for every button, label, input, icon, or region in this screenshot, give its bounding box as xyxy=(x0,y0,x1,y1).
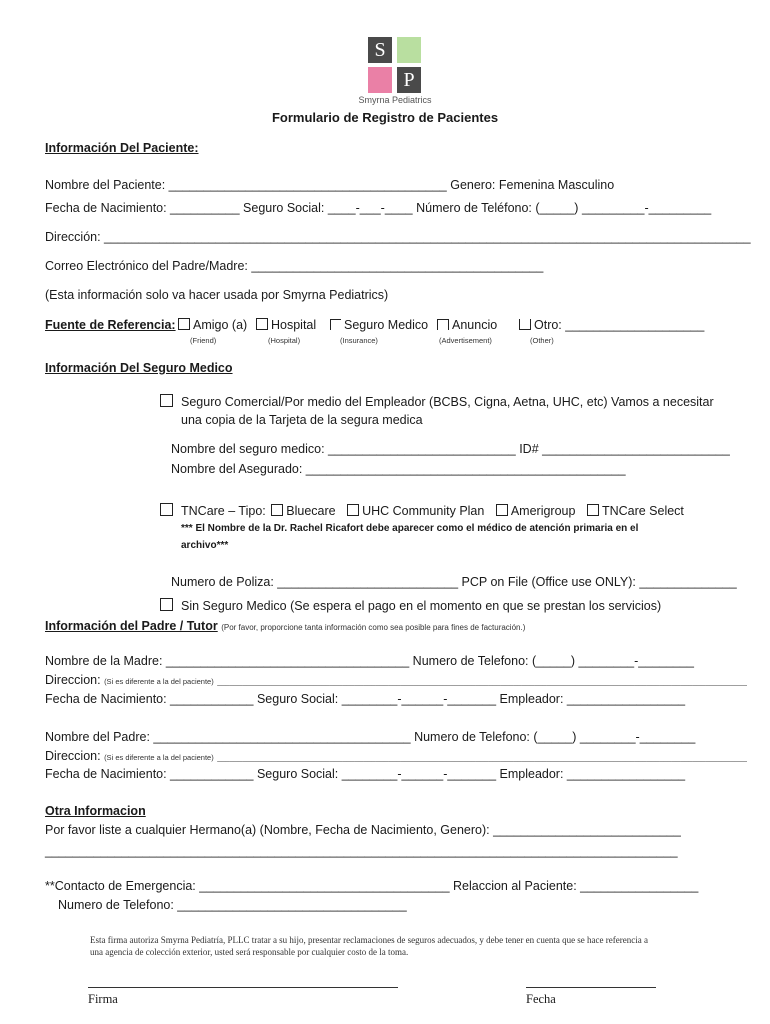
siblings-line-cont[interactable]: ___________________________________________________________________________________________ xyxy=(45,844,678,858)
mother-name-phone-line[interactable]: Nombre de la Madre: ___________________________________ Numero de Telefono: (_____) ________-________ xyxy=(45,654,694,668)
guardian-heading-row xyxy=(45,619,525,633)
checkbox[interactable] xyxy=(437,319,449,330)
emergency-contact-line[interactable]: **Contacto de Emergencia: ____________________________________ Relaccion al Paciente: _________________ xyxy=(45,879,699,893)
referral-label: Fuente de Referencia: xyxy=(45,318,176,332)
checkbox[interactable] xyxy=(256,318,268,330)
date-line[interactable] xyxy=(526,987,656,988)
commercial-insurance-cont: una copia de la Tarjeta de la segura medica xyxy=(181,413,423,427)
patient-dob-ssn-phone-line[interactable]: Fecha de Nacimiento: __________ Seguro Social: ____-___-____ Número de Teléfono: (_____) _________-_________ xyxy=(45,201,712,215)
father-name-phone-line[interactable]: Nombre del Padre: _____________________________________ Numero de Telefono: (_____) ________-________ xyxy=(45,730,696,744)
address-blank[interactable]: _______________________________________________________________________________________________________________________________ xyxy=(217,677,747,686)
patient-name-line[interactable]: Nombre del Paciente: ________________________________________ Genero: Femenina Masculino xyxy=(45,178,615,192)
insurance-heading: Información Del Seguro Medico xyxy=(45,361,233,375)
checkbox[interactable] xyxy=(347,504,359,516)
guardian-heading-note: (Por favor, proporcione tanta información como sea posible para fines de facturación.) xyxy=(221,623,526,632)
consent-text-line2: una agencia de colección exterior, usted será responsable por cualquier costo de la toma. xyxy=(90,947,409,957)
insured-name-line[interactable]: Nombre del Asegurado: ______________________________________________ xyxy=(171,462,626,476)
policy-number-line[interactable]: Numero de Poliza: __________________________ PCP on File (Office use ONLY): ______________ xyxy=(171,575,737,589)
insurance-name-id-line[interactable]: Nombre del seguro medico: ___________________________ ID# ___________________________ xyxy=(171,442,730,456)
consent-text-line1: Esta firma autoriza Smyrna Pediatría, PLLC tratar a su hijo, presentar reclamaciones de seguros adecuados, y debe tener en cuenta que se hace referencia a xyxy=(90,935,648,945)
date-label: Fecha xyxy=(526,992,556,1006)
father-address-line[interactable] xyxy=(45,749,747,763)
referral-sub-insurance: (Insurance) xyxy=(340,336,378,345)
referral-sub-hospital: (Hospital) xyxy=(268,336,301,345)
referral-option-friend[interactable]: Amigo (a) xyxy=(178,318,247,332)
emergency-phone-line[interactable]: Numero de Telefono: _________________________________ xyxy=(58,898,407,912)
checkbox[interactable] xyxy=(178,318,190,330)
checkbox[interactable] xyxy=(587,504,599,516)
referral-sub-advertisement: (Advertisement) xyxy=(439,336,492,345)
referral-option-hospital[interactable]: Hospital xyxy=(256,318,316,332)
signature-line[interactable] xyxy=(88,987,398,988)
pcp-note-line1: *** El Nombre de la Dr. Rachel Ricafort debe aparecer como el médico de atención primaria en el xyxy=(181,523,639,534)
guardian-heading: Información del Padre / Tutor xyxy=(45,619,218,633)
address-label: Direccion: xyxy=(45,749,101,763)
address-blank[interactable]: _______________________________________________________________________________________________________________________________ xyxy=(217,753,747,762)
checkbox[interactable] xyxy=(496,504,508,516)
logo-tile-s: S xyxy=(368,37,392,63)
tncare-select[interactable]: TNCare Select xyxy=(601,504,684,518)
tncare-row xyxy=(160,503,684,518)
referral-sub-friend: (Friend) xyxy=(190,336,217,345)
no-insurance-option[interactable]: Sin Seguro Medico (Se espera el pago en el momento en que se prestan los servicios) xyxy=(160,598,661,613)
checkbox[interactable] xyxy=(160,598,173,611)
logo-tile-green xyxy=(397,37,421,63)
checkbox[interactable] xyxy=(160,503,173,516)
form-title: Formulario de Registro de Pacientes xyxy=(271,110,499,125)
mother-dob-ssn-employer-line[interactable]: Fecha de Nacimiento: ____________ Seguro Social: ________-______-_______ Empleador: _________________ xyxy=(45,692,686,706)
address-label: Direccion: xyxy=(45,673,101,687)
tncare-amerigroup[interactable]: Amerigroup xyxy=(510,504,576,518)
referral-option-advertisement[interactable]: Anuncio xyxy=(437,318,497,332)
tncare-label: TNCare – Tipo: xyxy=(181,504,266,518)
address-note: (Si es diferente a la del paciente) xyxy=(104,677,214,686)
referral-option-insurance[interactable]: Seguro Medico xyxy=(330,318,428,332)
logo-tile-pink xyxy=(368,67,392,93)
checkbox[interactable] xyxy=(519,319,531,330)
other-info-heading: Otra Informacion xyxy=(45,804,146,818)
father-dob-ssn-employer-line[interactable]: Fecha de Nacimiento: ____________ Seguro Social: ________-______-_______ Empleador: _________________ xyxy=(45,767,686,781)
privacy-note: (Esta información solo va hacer usada por Smyrna Pediatrics) xyxy=(45,288,389,302)
referral-option-other[interactable]: Otro: ____________________ xyxy=(519,318,704,332)
smyrna-pediatrics-logo xyxy=(366,37,424,95)
referral-sub-other: (Other) xyxy=(530,336,554,345)
checkbox[interactable] xyxy=(160,394,173,407)
checkbox[interactable] xyxy=(330,319,341,330)
signature-label: Firma xyxy=(88,992,118,1006)
parent-email-line[interactable]: Correo Electrónico del Padre/Madre: __________________________________________ xyxy=(45,259,544,273)
tncare-bluecare[interactable]: Bluecare xyxy=(286,504,336,518)
logo-name: Smyrna Pediatrics xyxy=(358,95,432,105)
logo-tile-p: P xyxy=(397,67,421,93)
commercial-insurance-option[interactable]: Seguro Comercial/Por medio del Empleador (BCBS, Cigna, Aetna, UHC, etc) Vamos a necesitar xyxy=(160,394,714,409)
tncare-uhc[interactable]: UHC Community Plan xyxy=(362,504,485,518)
patient-address-line[interactable]: Dirección: _____________________________________________________________________________________________ xyxy=(45,230,751,244)
checkbox[interactable] xyxy=(271,504,283,516)
address-note: (Si es diferente a la del paciente) xyxy=(104,753,214,762)
pcp-note-line2: archivo*** xyxy=(181,540,229,551)
mother-address-line[interactable] xyxy=(45,673,747,687)
siblings-line[interactable]: Por favor liste a cualquier Hermano(a) (Nombre, Fecha de Nacimiento, Genero): ___________________________ xyxy=(45,823,681,837)
patient-info-heading: Información Del Paciente: xyxy=(45,141,199,155)
